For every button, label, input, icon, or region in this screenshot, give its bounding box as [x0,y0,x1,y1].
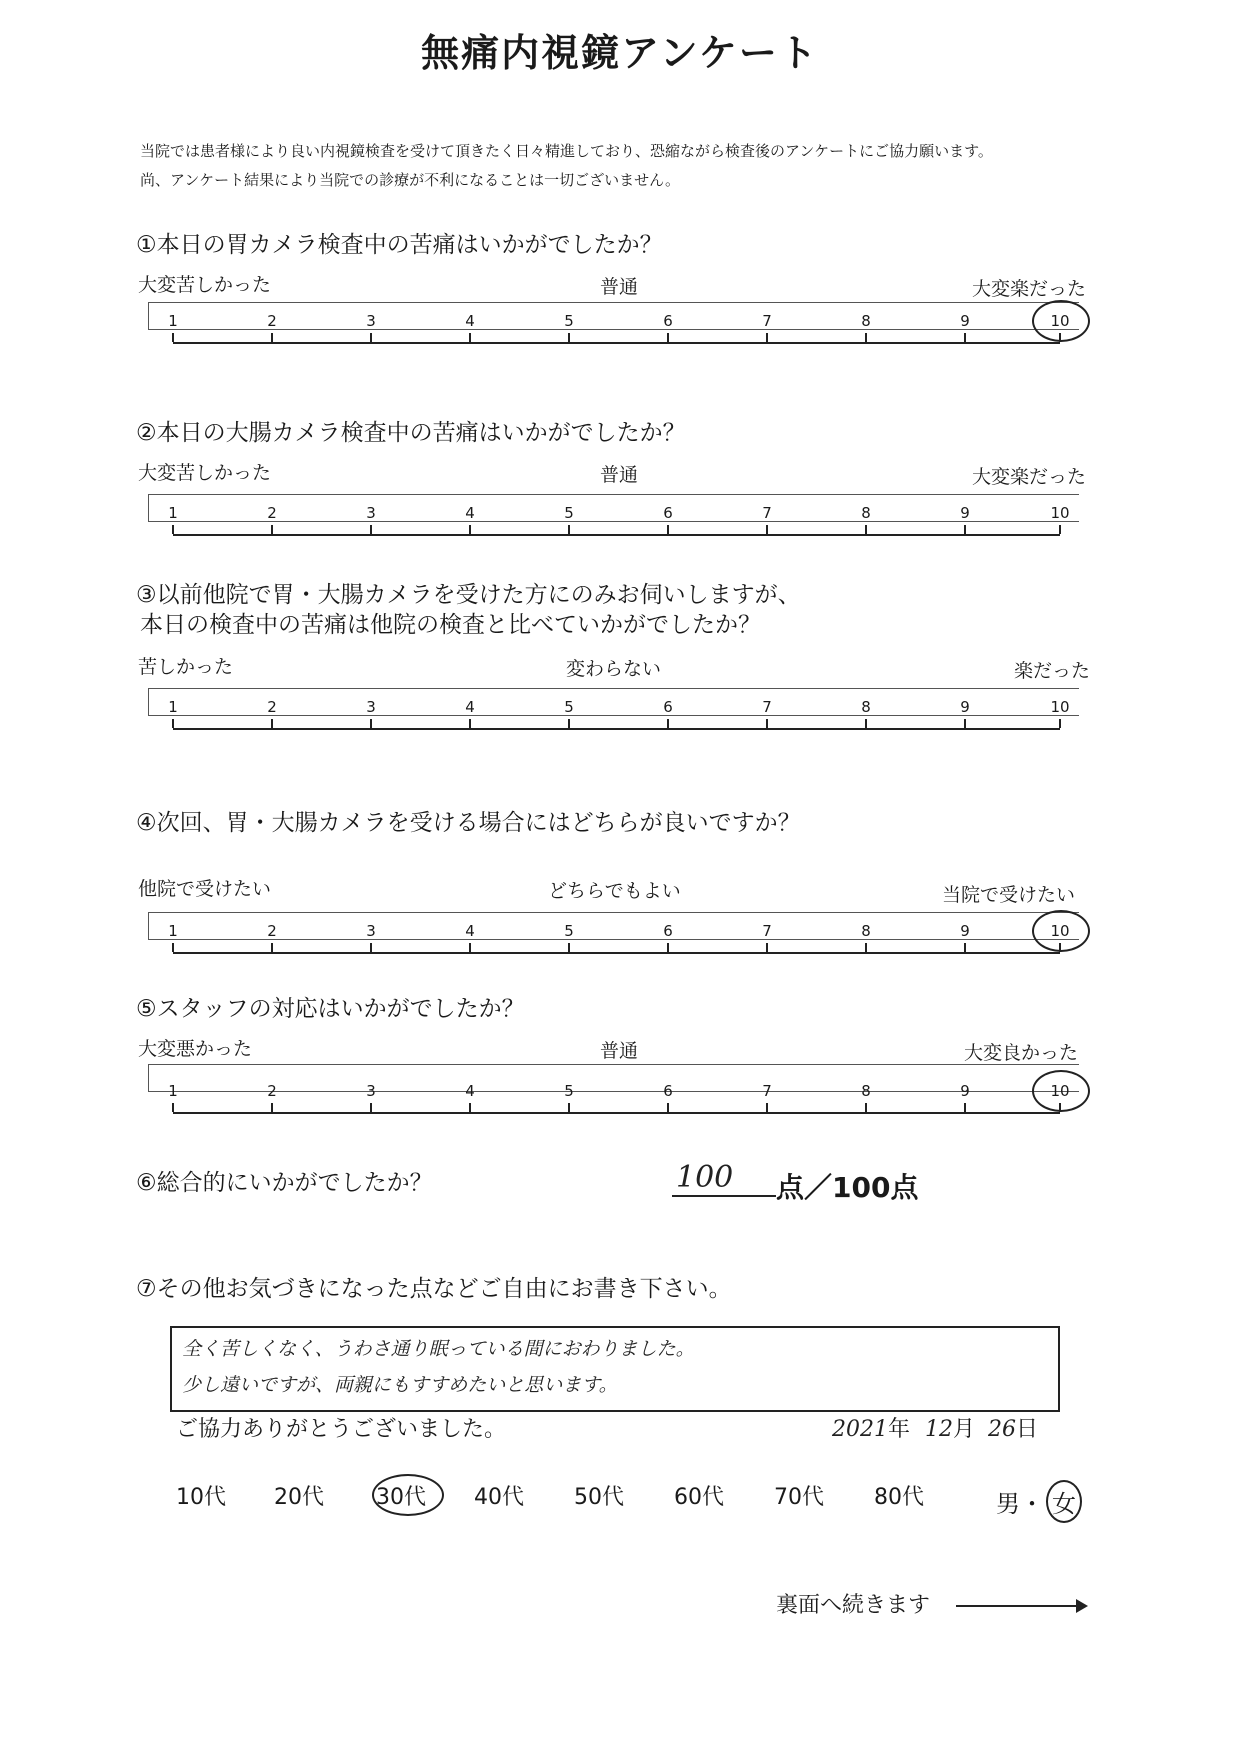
q3-option-5[interactable]: 5 [564,698,574,716]
q2-option-5[interactable]: 5 [564,504,574,522]
q3-scale-tick [172,719,174,728]
q2-option-9[interactable]: 9 [960,504,970,522]
q5-scale-axis [173,1112,1060,1114]
q2-scale-tick [172,525,174,534]
q4-left-label: 他院で受けたい [138,878,272,900]
q4-option-4[interactable]: 4 [465,922,475,940]
q1-scale-axis [173,342,1060,344]
q1-option-1[interactable]: 1 [168,312,178,330]
q4-option-2[interactable]: 2 [267,922,277,940]
q5-scale-tick [667,1103,669,1112]
q5-option-10[interactable]: 10 [1050,1082,1070,1100]
question-3-text: ③以前他院で胃・大腸カメラを受けた方にのみお伺いしますが、 [136,582,801,608]
q1-right-label: 大変楽だった [972,278,1087,300]
q2-scale-tick [1059,525,1061,534]
q3-scale-tick [568,719,570,728]
q5-option-3[interactable]: 3 [366,1082,376,1100]
q2-option-2[interactable]: 2 [267,504,277,522]
continue-arrow-line [956,1605,1076,1607]
q4-scale-tick [667,943,669,952]
q5-option-2[interactable]: 2 [267,1082,277,1100]
q3-option-10[interactable]: 10 [1050,698,1070,716]
q1-option-6[interactable]: 6 [663,312,673,330]
overall-score-suffix: 点／100点 [776,1171,919,1204]
q3-scale-tick [469,719,471,728]
q1-option-4[interactable]: 4 [465,312,475,330]
comment-line-1: 全く苦しくなく、うわさ通り眠っている間におわりました。 [182,1338,695,1360]
question-4-text: ④次回、胃・大腸カメラを受ける場合にはどちらが良いですか？ [136,810,801,836]
question-1-text: ①本日の胃カメラ検査中の苦痛はいかがでしたか？ [136,232,663,258]
q5-option-1[interactable]: 1 [168,1082,178,1100]
date-day-unit: 日 [1016,1417,1039,1442]
q3-mid-label: 変わらない [566,658,662,680]
q1-option-2[interactable]: 2 [267,312,277,330]
q1-option-10[interactable]: 10 [1050,312,1070,330]
q4-right-label: 当院で受けたい [942,884,1076,906]
date-field[interactable] [832,1412,1038,1443]
q5-scale-tick [964,1103,966,1112]
q4-mid-label: どちらでもよい [548,880,681,902]
q4-scale-tick [172,943,174,952]
gender-separator: ・ [1020,1490,1044,1518]
age-option-30s[interactable]: 30代 [376,1485,426,1510]
q5-left-label: 大変悪かった [138,1038,253,1060]
q1-scale-tick [469,333,471,342]
q1-option-3[interactable]: 3 [366,312,376,330]
intro-line-2: 尚、アンケート結果により当院での診療が不利になることは一切ございません。 [140,171,681,189]
q1-scale-tick [370,333,372,342]
q3-option-4[interactable]: 4 [465,698,475,716]
q1-option-5[interactable]: 5 [564,312,574,330]
q1-mid-label: 普通 [600,276,639,298]
q3-option-6[interactable]: 6 [663,698,673,716]
q4-scale[interactable] [0,920,1240,960]
q2-right-label: 大変楽だった [972,466,1087,488]
continue-text: 裏面へ続きます [776,1593,931,1618]
q1-option-9[interactable]: 9 [960,312,970,330]
q4-scale-tick [865,943,867,952]
q4-option-9[interactable]: 9 [960,922,970,940]
question-2-text: ②本日の大腸カメラ検査中の苦痛はいかがでしたか？ [136,420,686,446]
q2-scale-tick [370,525,372,534]
age-option-40s[interactable]: 40代 [474,1485,524,1510]
q2-scale-tick [469,525,471,534]
q5-scale-tick [370,1103,372,1112]
page-title: 無痛内視鏡アンケート [421,31,819,75]
q5-option-4[interactable]: 4 [465,1082,475,1100]
q5-scale-tick [469,1103,471,1112]
age-option-10s[interactable]: 10代 [176,1485,226,1510]
q3-left-label: 苦しかった [138,656,234,678]
q5-option-5[interactable]: 5 [564,1082,574,1100]
age-option-70s[interactable]: 70代 [774,1485,824,1510]
q2-scale-tick [667,525,669,534]
date-year: 2021 [832,1417,888,1442]
q2-option-3[interactable]: 3 [366,504,376,522]
q5-option-7[interactable]: 7 [762,1082,772,1100]
q1-scale-tick [667,333,669,342]
intro-line-1: 当院では患者様により良い内視鏡検査を受けて頂きたく日々精進しており、恐縮ながら検査後のアンケートにご協力願います。 [140,142,993,160]
q2-scale-tick [568,525,570,534]
q1-scale-tick [271,333,273,342]
q2-scale-tick [865,525,867,534]
q4-scale-tick [964,943,966,952]
q1-scale-tick [172,333,174,342]
age-option-50s[interactable]: 50代 [574,1485,624,1510]
q4-scale-tick [469,943,471,952]
q3-scale-tick [667,719,669,728]
q1-selection-circle [1032,300,1090,342]
q3-scale[interactable] [0,696,1240,736]
age-selection-circle [372,1474,444,1516]
q3-option-8[interactable]: 8 [861,698,871,716]
q2-option-1[interactable]: 1 [168,504,178,522]
q5-scale-tick [766,1103,768,1112]
q2-option-10[interactable]: 10 [1050,504,1070,522]
date-day: 26 [988,1417,1017,1442]
q1-scale-tick [568,333,570,342]
q3-scale-axis [173,728,1060,730]
comment-box[interactable] [170,1326,1060,1412]
q1-scale-tick [865,333,867,342]
question-3-text-line-2: 本日の検査中の苦痛は他院の検査と比べていかがでしたか？ [140,612,761,638]
q2-scale[interactable] [0,502,1240,542]
q2-left-label: 大変苦しかった [138,462,272,484]
gender-options [996,1480,1082,1523]
date-month-unit: 月 [953,1417,976,1442]
q4-option-8[interactable]: 8 [861,922,871,940]
q4-option-3[interactable]: 3 [366,922,376,940]
q2-scale-axis [173,534,1060,536]
date-year-unit: 年 [888,1417,911,1442]
age-option-60s[interactable]: 60代 [674,1485,724,1510]
q4-option-5[interactable]: 5 [564,922,574,940]
q3-option-3[interactable]: 3 [366,698,376,716]
q2-scale-tick [964,525,966,534]
q3-right-label: 楽だった [1014,660,1091,682]
q3-option-7[interactable]: 7 [762,698,772,716]
gender-female[interactable]: 女 [1046,1480,1082,1523]
gender-male[interactable]: 男 [996,1490,1020,1518]
comment-line-2: 少し遠いですが、両親にもすすめたいと思います。 [182,1374,618,1396]
q4-option-10[interactable]: 10 [1050,922,1070,940]
age-option-80s[interactable]: 80代 [874,1485,924,1510]
q1-scale-tick [964,333,966,342]
q5-scale-tick [271,1103,273,1112]
q5-option-9[interactable]: 9 [960,1082,970,1100]
q2-option-4[interactable]: 4 [465,504,475,522]
q4-scale-axis [173,952,1060,954]
q3-option-9[interactable]: 9 [960,698,970,716]
q4-option-7[interactable]: 7 [762,922,772,940]
q5-scale[interactable] [0,1080,1240,1120]
q3-option-1[interactable]: 1 [168,698,178,716]
q2-scale-tick [766,525,768,534]
q5-option-8[interactable]: 8 [861,1082,871,1100]
q3-scale-tick [964,719,966,728]
q2-mid-label: 普通 [600,464,639,486]
q3-option-2[interactable]: 2 [267,698,277,716]
q1-scale-tick [766,333,768,342]
q2-option-6[interactable]: 6 [663,504,673,522]
thanks-text: ご協力ありがとうございました。 [176,1417,507,1442]
q5-mid-label: 普通 [600,1040,639,1062]
q2-option-8[interactable]: 8 [861,504,871,522]
q4-scale-tick [370,943,372,952]
question-5-text: ⑤スタッフの対応はいかがでしたか？ [136,996,525,1022]
q3-scale-tick [1059,719,1061,728]
q4-option-1[interactable]: 1 [168,922,178,940]
q4-scale-tick [766,943,768,952]
q1-option-8[interactable]: 8 [861,312,871,330]
q5-selection-circle [1032,1070,1090,1112]
date-month: 12 [925,1417,954,1442]
continue-arrow-icon [1076,1599,1088,1613]
question-7-text: ⑦その他お気づきになった点などご自由にお書き下さい。 [136,1276,732,1302]
q1-left-label: 大変苦しかった [138,274,272,296]
q4-option-6[interactable]: 6 [663,922,673,940]
q5-scale-tick [865,1103,867,1112]
question-6-text: ⑥総合的にいかがでしたか？ [136,1170,433,1196]
q2-scale-tick [271,525,273,534]
q3-scale-tick [271,719,273,728]
q5-scale-tick [172,1103,174,1112]
q1-option-7[interactable]: 7 [762,312,772,330]
age-option-20s[interactable]: 20代 [274,1485,324,1510]
q4-scale-tick [568,943,570,952]
q4-selection-circle [1032,910,1090,952]
overall-score-field[interactable]: 100 [672,1160,776,1197]
q5-scale-tick [568,1103,570,1112]
q5-right-label: 大変良かった [964,1042,1079,1064]
q4-scale-tick [271,943,273,952]
q3-scale-tick [370,719,372,728]
q1-scale[interactable] [0,310,1240,350]
q3-scale-tick [865,719,867,728]
q3-scale-tick [766,719,768,728]
q5-option-6[interactable]: 6 [663,1082,673,1100]
q2-option-7[interactable]: 7 [762,504,772,522]
